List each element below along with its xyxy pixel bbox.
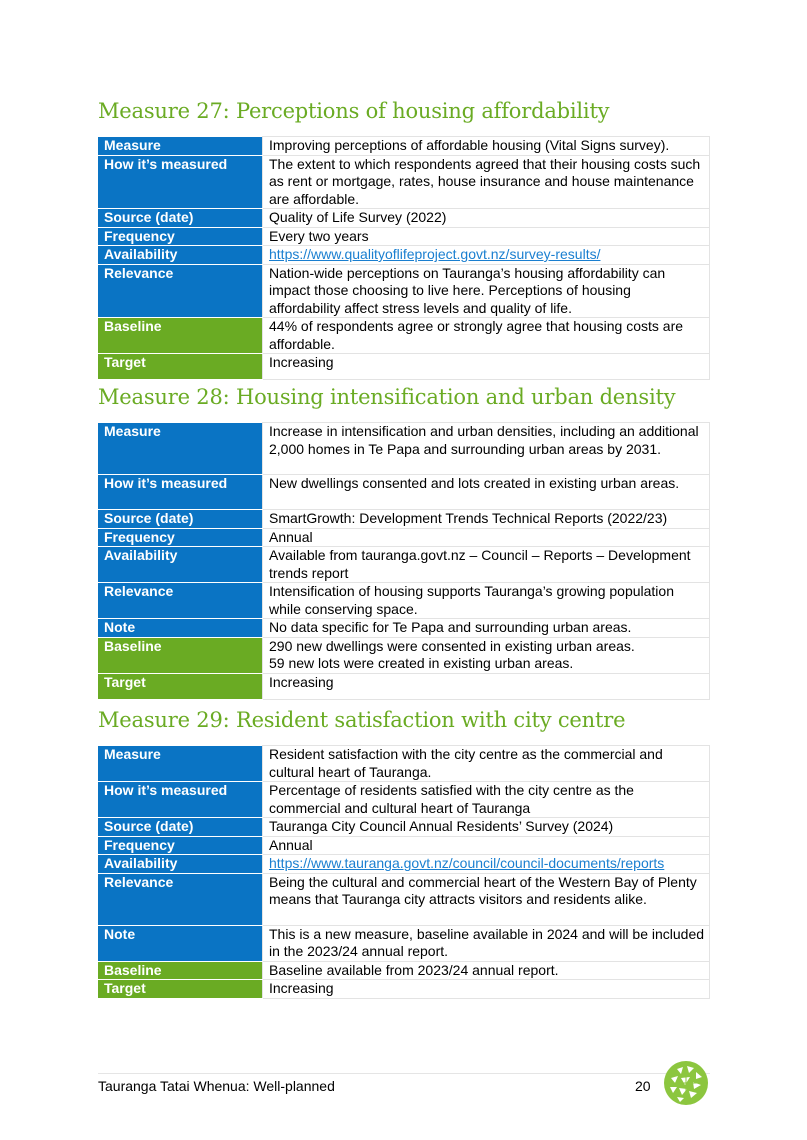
row-value: Resident satisfaction with the city centre as the commercial and cultural heart of Tauranga. (263, 746, 710, 782)
table-row (98, 528, 710, 547)
baseline-line: 59 new lots were created in existing urban areas. (269, 655, 574, 671)
table-row (98, 227, 710, 246)
row-label: Target (98, 980, 263, 999)
section-title: Measure 28: Housing intensification and urban density (98, 385, 676, 409)
row-value: Increase in intensification and urban densities, including an additional 2,000 homes in Te Papa and surrounding urban areas by 2031. (263, 423, 710, 475)
row-label: How it’s measured (98, 155, 263, 209)
table-row (98, 155, 710, 209)
row-label: Target (98, 673, 263, 699)
table-row (98, 246, 710, 265)
row-value: Intensification of housing supports Tauranga’s growing population while conserving space. (263, 583, 710, 619)
row-label: How it’s measured (98, 475, 263, 510)
row-label: Source (date) (98, 510, 263, 529)
row-value: This is a new measure, baseline available in 2024 and will be included in the 2023/24 annual report. (263, 925, 710, 961)
row-value: Nation-wide perceptions on Tauranga’s housing affordability can impact those choosing to live here. Perceptions of housing affordability affect stress levels and quality of life. (263, 264, 710, 318)
measure-29-section (98, 706, 710, 999)
row-label: Frequency (98, 227, 263, 246)
row-label: Note (98, 619, 263, 638)
table-row (98, 137, 710, 156)
row-value: Increasing (263, 980, 710, 999)
table-row (98, 264, 710, 318)
row-value: Tauranga City Council Annual Residents’ Survey (2024) (263, 818, 710, 837)
row-label: Relevance (98, 264, 263, 318)
section-title: Measure 27: Perceptions of housing affordability (98, 99, 610, 123)
row-label: Measure (98, 137, 263, 156)
row-label: Baseline (98, 637, 263, 673)
row-value: Annual (263, 836, 710, 855)
table-row (98, 782, 710, 818)
table-row (98, 318, 710, 354)
table-row (98, 475, 710, 510)
availability-link[interactable]: https://www.qualityoflifeproject.govt.nz/survey-results/ (269, 246, 601, 262)
row-value: SmartGrowth: Development Trends Technical Reports (2022/23) (263, 510, 710, 529)
row-value: New dwellings consented and lots created in existing urban areas. (263, 475, 710, 510)
baseline-line: 290 new dwellings were consented in existing urban areas. (269, 637, 635, 654)
table-row (98, 836, 710, 855)
row-value: 44% of respondents agree or strongly agree that housing costs are affordable. (263, 318, 710, 354)
row-label: Target (98, 354, 263, 380)
table-row (98, 354, 710, 380)
table-row (98, 873, 710, 925)
row-label: Relevance (98, 873, 263, 925)
row-label: How it’s measured (98, 782, 263, 818)
row-label: Availability (98, 547, 263, 583)
page-number: 20 (635, 1078, 651, 1094)
table-row (98, 925, 710, 961)
row-value: Being the cultural and commercial heart of the Western Bay of Plenty means that Tauranga city attracts visitors and residents alike. (263, 873, 710, 925)
row-label: Frequency (98, 528, 263, 547)
measure-table (98, 422, 710, 700)
row-value: Every two years (263, 227, 710, 246)
table-row (98, 583, 710, 619)
table-row (98, 961, 710, 980)
row-label: Measure (98, 746, 263, 782)
row-value: Quality of Life Survey (2022) (263, 209, 710, 228)
measure-table (98, 136, 710, 380)
row-label: Availability (98, 855, 263, 874)
tauranga-leaf-logo-icon (663, 1060, 709, 1106)
measure-28-section (98, 383, 710, 700)
row-label: Baseline (98, 961, 263, 980)
row-value: The extent to which respondents agreed that their housing costs such as rent or mortgage, rates, house insurance and house maintenance are affordable. (263, 155, 710, 209)
row-label: Baseline (98, 318, 263, 354)
section-title: Measure 29: Resident satisfaction with city centre (98, 708, 626, 732)
row-value: No data specific for Te Papa and surrounding urban areas. (263, 619, 710, 638)
table-row (98, 423, 710, 475)
table-row (98, 510, 710, 529)
measure-27-section (98, 97, 710, 380)
measure-table (98, 745, 710, 999)
row-value: Annual (263, 528, 710, 547)
row-label: Note (98, 925, 263, 961)
row-label: Source (date) (98, 209, 263, 228)
row-label: Relevance (98, 583, 263, 619)
row-value: Percentage of residents satisfied with the city centre as the commercial and cultural heart of Tauranga (263, 782, 710, 818)
row-value: Baseline available from 2023/24 annual report. (263, 961, 710, 980)
row-value: Available from tauranga.govt.nz – Council – Reports – Development trends report (263, 547, 710, 583)
footer-text: Tauranga Tatai Whenua: Well-planned (98, 1078, 335, 1094)
table-row (98, 673, 710, 699)
table-row (98, 547, 710, 583)
page-footer (98, 1073, 710, 1094)
row-value: Increasing (263, 673, 710, 699)
row-label: Frequency (98, 836, 263, 855)
row-value (263, 855, 710, 874)
row-label: Source (date) (98, 818, 263, 837)
table-row (98, 637, 710, 673)
row-value (263, 637, 710, 673)
row-label: Availability (98, 246, 263, 265)
table-row (98, 980, 710, 999)
row-value: Improving perceptions of affordable housing (Vital Signs survey). (263, 137, 710, 156)
table-row (98, 855, 710, 874)
table-row (98, 619, 710, 638)
row-value (263, 246, 710, 265)
table-row (98, 209, 710, 228)
row-label: Measure (98, 423, 263, 475)
table-row (98, 818, 710, 837)
availability-link[interactable]: https://www.tauranga.govt.nz/council/council-documents/reports (269, 855, 665, 871)
row-value: Increasing (263, 354, 710, 380)
table-row (98, 746, 710, 782)
